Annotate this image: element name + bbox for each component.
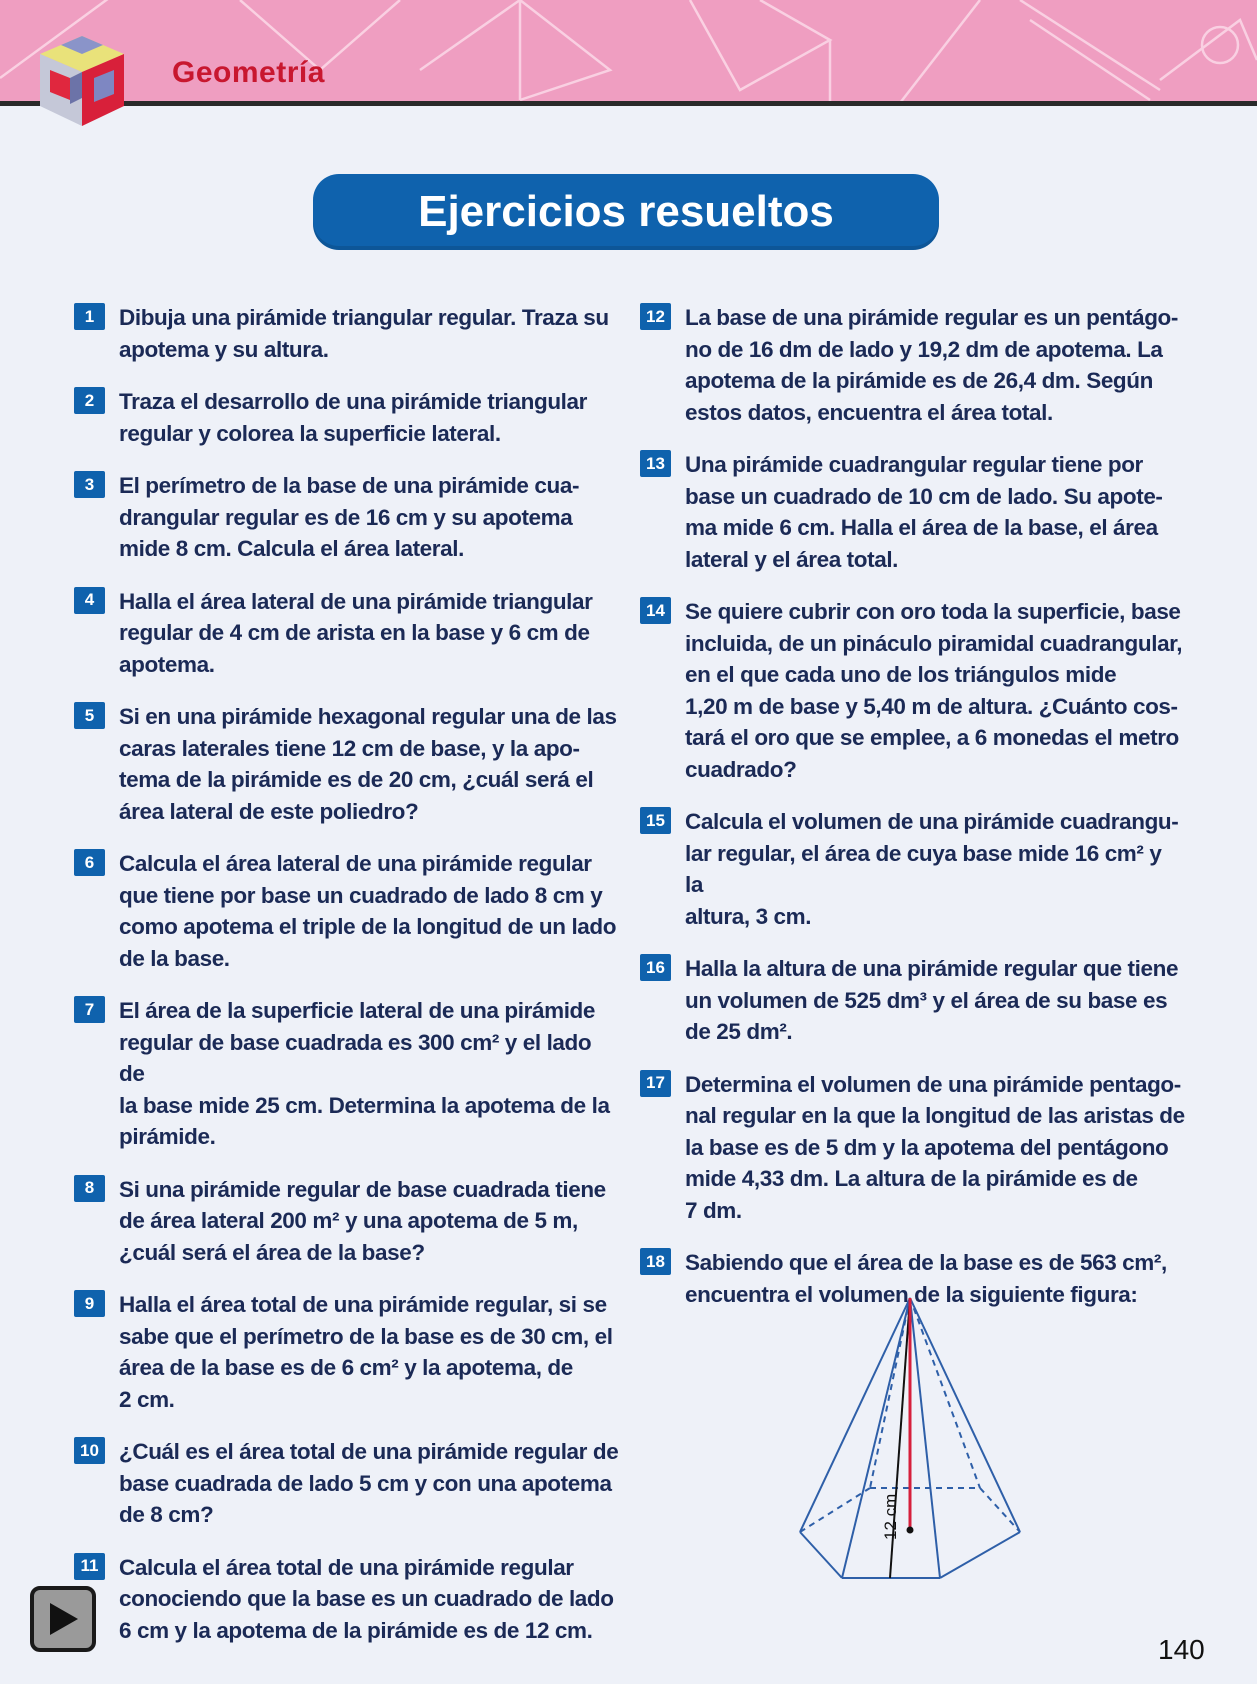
base-center-dot [907, 1527, 914, 1534]
exercise-number: 5 [74, 702, 105, 729]
exercise-12 [640, 302, 1185, 428]
header-rule [0, 101, 1257, 106]
exercise-text: Una pirámide cuadrangular regular tiene por base un cuadrado de 10 cm de lado. Su apote- ma mide 6 cm. Halla el área de la base, el área lateral y el área total. [685, 452, 1163, 572]
play-icon [44, 1600, 82, 1638]
hidden-edge [980, 1488, 1020, 1532]
height-label: 12 cm [881, 1493, 900, 1540]
exercise-number: 17 [640, 1070, 671, 1097]
exercise-number: 11 [74, 1553, 105, 1580]
hexagonal-pyramid-figure [790, 1290, 1030, 1590]
exercise-text: La base de una pirámide regular es un pentágo- no de 16 dm de lado y 19,2 dm de apotema. La apotema de la pirámide es de 26,4 dm. Según estos datos, encuentra el área total. [685, 305, 1178, 425]
exercise-number: 13 [640, 450, 671, 477]
exercise-11 [74, 1552, 619, 1647]
exercise-3 [74, 470, 619, 565]
exercise-text: Calcula el área total de una pirámide regular conociendo que la base es un cuadrado de lado 6 cm y la apotema de la pirámide es de 12 cm. [119, 1554, 614, 1643]
exercise-number: 14 [640, 597, 671, 624]
exercise-text: Halla el área lateral de una pirámide triangular regular de 4 cm de arista en la base y 6 cm de apotema. [119, 588, 593, 677]
exercise-number: 8 [74, 1175, 105, 1202]
exercise-text: El área de la superficie lateral de una pirámide regular de base cuadrada es 300 cm² y el lado de la base mide 25 cm. Determina la apotema de la pirámide. [119, 998, 610, 1149]
exercise-number: 7 [74, 996, 105, 1023]
exercise-2 [74, 386, 619, 449]
exercise-1 [74, 302, 619, 365]
exercise-17 [640, 1069, 1185, 1227]
exercise-number: 18 [640, 1248, 671, 1275]
exercise-number: 16 [640, 954, 671, 981]
exercise-6 [74, 848, 619, 974]
exercise-5 [74, 701, 619, 827]
base-edge [940, 1532, 1020, 1578]
exercise-text: ¿Cuál es el área total de una pirámide regular de base cuadrada de lado 5 cm y con una apotema de 8 cm? [119, 1439, 619, 1527]
exercise-text: Dibuja una pirámide triangular regular. Traza su apotema y su altura. [119, 305, 609, 362]
exercise-number: 12 [640, 303, 671, 330]
exercise-text: Si una pirámide regular de base cuadrada tiene de área lateral 200 m² y una apotema de 5 m, ¿cuál será el área de la base? [119, 1176, 606, 1265]
exercise-9 [74, 1289, 619, 1415]
exercise-7 [74, 995, 619, 1153]
exercise-text: Halla el área total de una pirámide regular, si se sabe que el perímetro de la base es de 30 cm, el área de la base es de 6 cm² y la apotema, de 2 cm. [119, 1292, 613, 1412]
exercise-number: 4 [74, 587, 105, 614]
exercise-number: 1 [74, 303, 105, 330]
exercise-13 [640, 449, 1185, 575]
exercise-number: 9 [74, 1290, 105, 1317]
cube-logo-icon [32, 30, 132, 130]
exercise-text: Calcula el área lateral de una pirámide regular que tiene por base un cuadrado de lado 8 cm y como apotema el triple de la longitud de un lado de la base. [119, 851, 617, 971]
exercise-text: Halla la altura de una pirámide regular que tiene un volumen de 525 dm³ y el área de su base es de 25 dm². [685, 956, 1179, 1044]
exercise-column-left [74, 302, 619, 1667]
exercise-text: Traza el desarrollo de una pirámide triangular regular y colorea la superficie lateral. [119, 389, 587, 446]
exercise-text: El perímetro de la base de una pirámide cua- drangular regular es de 16 cm y su apotema mide 8 cm. Calcula el área lateral. [119, 473, 580, 561]
section-label: Geometría [172, 56, 325, 89]
exercise-16 [640, 953, 1185, 1048]
exercise-14 [640, 596, 1185, 785]
exercise-text: Sabiendo que el área de la base es de 563 cm², encuentra el volumen de la siguiente figura: [685, 1250, 1167, 1307]
base-edge [800, 1532, 842, 1578]
page-number: 140 [1158, 1634, 1205, 1665]
exercise-8 [74, 1174, 619, 1269]
exercise-number: 15 [640, 807, 671, 834]
play-button[interactable] [30, 1586, 96, 1652]
exercise-4 [74, 586, 619, 681]
exercise-column-right [640, 302, 1185, 1331]
exercise-text: Determina el volumen de una pirámide pentago- nal regular en la que la longitud de las aristas de la base es de 5 dm y la apotema del pentágono mide 4,33 dm. La altura de la pirámide es de 7 dm. [685, 1071, 1185, 1223]
exercise-15 [640, 806, 1185, 932]
exercise-text: Si en una pirámide hexagonal regular una de las caras laterales tiene 12 cm de base, y la apo- tema de la pirámide es de 20 cm, ¿cuál será el área lateral de este poliedro? [119, 704, 617, 824]
exercise-text: Se quiere cubrir con oro toda la superficie, base incluida, de un pináculo piramidal cuadrangular, en el que cada uno de los triángulos mide 1,20 m de base y 5,40 m de altura. ¿Cuánto cos- tará el oro que se emplee, a 6 monedas el metro cuadrado? [685, 599, 1183, 782]
page-title: Ejercicios resueltos [313, 174, 939, 250]
exercise-number: 10 [74, 1437, 105, 1464]
exercise-text: Calcula el volumen de una pirámide cuadrangu- lar regular, el área de cuya base mide 16 cm² y la altura, 3 cm. [685, 809, 1179, 929]
exercise-number: 2 [74, 387, 105, 414]
exercise-number: 6 [74, 849, 105, 876]
pyramid-edge [910, 1298, 1020, 1532]
exercise-number: 3 [74, 471, 105, 498]
exercise-10 [74, 1436, 619, 1531]
